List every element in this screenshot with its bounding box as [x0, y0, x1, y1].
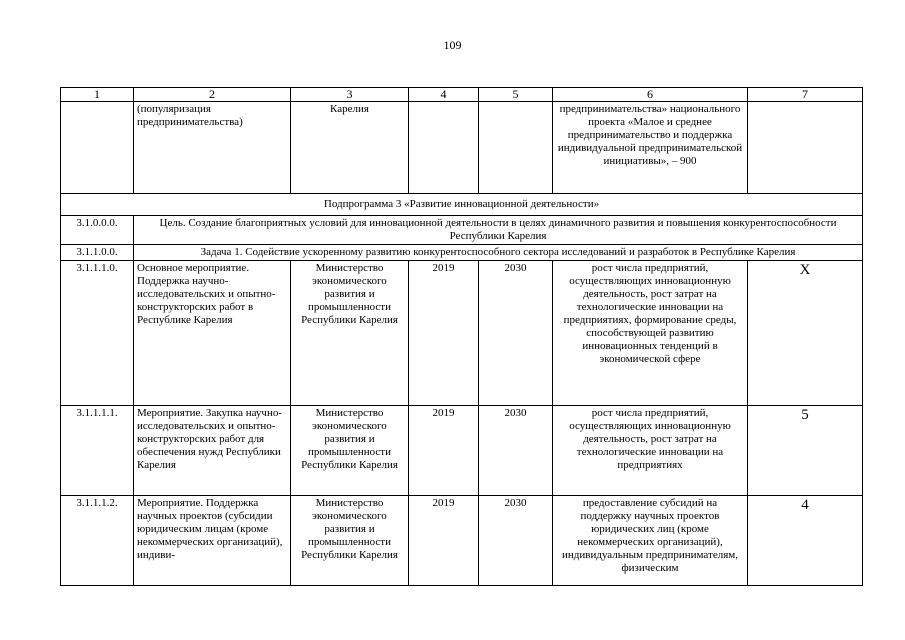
cell-end: 2030: [479, 261, 553, 406]
cell-start: [409, 102, 479, 194]
cell-start: 2019: [409, 261, 479, 406]
cell-executor: Министерство экономического развития и промышленности Республики Карелия: [291, 261, 409, 406]
task-text: Задача 1. Содействие ускоренному развитию конкурентоспособного сектора исследований и разработок в Республике Карелия: [134, 245, 863, 261]
cell-indicator: Х: [748, 261, 863, 406]
cell-code: 3.1.1.0.0.: [61, 245, 134, 261]
cell-end: 2030: [479, 406, 553, 496]
cell-result: рост числа предприятий, осуществляющих инновационную деятельность, рост затрат на технологические инновации на предприятиях: [553, 406, 748, 496]
table-row: [61, 102, 863, 194]
cell-start: 2019: [409, 496, 479, 586]
column-number-row: [61, 88, 863, 102]
cell-code: 3.1.1.1.1.: [61, 406, 134, 496]
task-row: [61, 245, 863, 261]
column-header: 4: [409, 88, 479, 102]
column-header: 5: [479, 88, 553, 102]
cell-name: Мероприятие. Поддержка научных проектов (субсидии юридическим лицам (кроме некоммерческих организаций), индиви-: [134, 496, 291, 586]
table-row: [61, 406, 863, 496]
subprogram-row: [61, 194, 863, 216]
cell-result: рост числа предприятий, осуществляющих инновационную деятельность, рост затрат на технологические инновации на предприятиях, формирование среды, способствующей развитию инновационных тенденций в экономической сфере: [553, 261, 748, 406]
cell-name: Основное мероприятие. Поддержка научно-исследовательских и опытно-конструкторских работ в Республике Карелия: [134, 261, 291, 406]
column-header: 3: [291, 88, 409, 102]
cell-executor: Карелия: [291, 102, 409, 194]
cell-end: 2030: [479, 496, 553, 586]
table-row: [61, 496, 863, 586]
cell-start: 2019: [409, 406, 479, 496]
column-header: 2: [134, 88, 291, 102]
cell-indicator: 4: [748, 496, 863, 586]
page-number: 109: [443, 38, 462, 52]
cell-indicator: 5: [748, 406, 863, 496]
cell-code: [61, 102, 134, 194]
cell-executor: Министерство экономического развития и промышленности Республики Карелия: [291, 496, 409, 586]
column-header: 1: [61, 88, 134, 102]
subprogram-title: Подпрограмма 3 «Развитие инновационной деятельности»: [61, 194, 863, 216]
cell-code: 3.1.1.1.2.: [61, 496, 134, 586]
cell-code: 3.1.1.1.0.: [61, 261, 134, 406]
cell-code: 3.1.0.0.0.: [61, 216, 134, 245]
cell-result: предпринимательства» национального проекта «Малое и среднее предпринимательство и поддержка индивидуальной предпринимательской инициативы», – 900: [553, 102, 748, 194]
goal-text: Цель. Создание благоприятных условий для инновационной деятельности в целях динамичного развития и повышения конкурентоспособности Республики Карелия: [134, 216, 863, 245]
measures-table: [60, 87, 863, 586]
cell-executor: Министерство экономического развития и промышленности Республики Карелия: [291, 406, 409, 496]
table-row: [61, 261, 863, 406]
cell-result: предоставление субсидий на поддержку научных проектов юридических лиц (кроме некоммерческих организаций), индивидуальным предпринимателям, физическим: [553, 496, 748, 586]
column-header: 6: [553, 88, 748, 102]
cell-name: Мероприятие. Закупка научно-исследовательских и опытно-конструкторских работ для обеспечения нужд Республики Карелия: [134, 406, 291, 496]
cell-end: [479, 102, 553, 194]
goal-row: [61, 216, 863, 245]
cell-indicator: [748, 102, 863, 194]
cell-name: (популяризация предпринимательства): [134, 102, 291, 194]
column-header: 7: [748, 88, 863, 102]
